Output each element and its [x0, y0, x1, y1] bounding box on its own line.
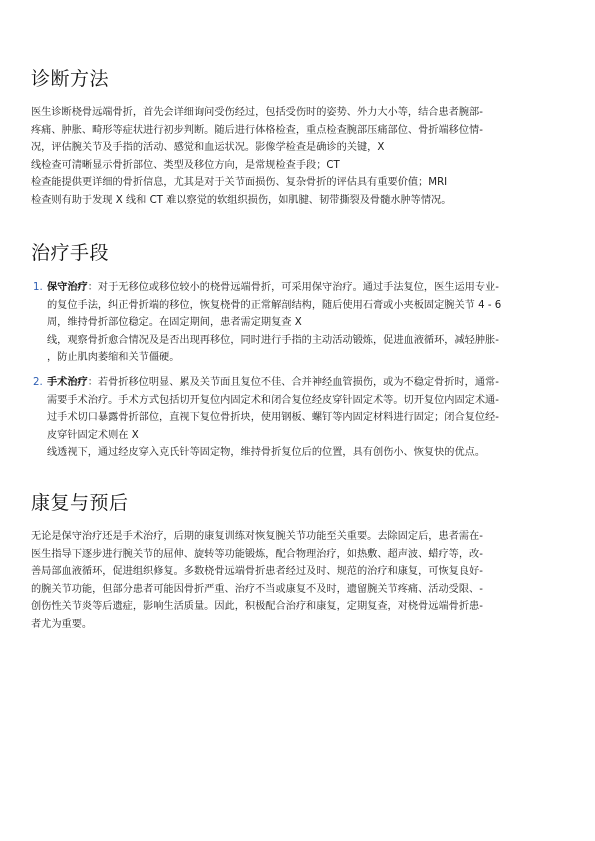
list-number: 1.	[33, 282, 43, 293]
text-line: 善局部血液循环，促进组织修复。多数桡骨远端骨折患者经过及时、规范的治疗和康复，可恢复良好-	[31, 566, 483, 577]
text-line: 皮穿针固定术则在 X	[47, 429, 139, 441]
list-item-term: 手术治疗	[47, 377, 88, 388]
text-line: 医生指导下逐步进行腕关节的屈伸、旋转等功能锻炼，配合物理治疗，如热敷、超声波、蜡疗等，改-	[31, 548, 483, 560]
list-item-term: 保守治疗	[47, 282, 88, 293]
list-item-text: ：若骨折移位明显、累及关节面且复位不佳、合并神经血管损伤，或为不稳定骨折时，通常-	[87, 377, 499, 388]
text-line: 无论是保守治疗还是手术治疗，后期的康复训练对恢复腕关节功能至关重要。去除固定后，患者需在-	[31, 531, 483, 542]
text-line: 况，评估腕关节及手指的活动、感觉和血运状况。影像学检查是确诊的关键，X	[31, 142, 385, 153]
text-line: 检查则有助于发现 X 线和 CT 难以察觉的软组织损伤，如肌腱、韧带撕裂及骨髓水肿等情况。	[31, 194, 452, 206]
list-item-body	[47, 279, 571, 367]
text-line: 者尤为重要。	[31, 618, 93, 630]
list-number: 2.	[33, 377, 43, 388]
diagnosis-paragraph	[31, 104, 566, 209]
text-line: 的复位手法，纠正骨折端的移位，恢复桡骨的正常解剖结构，随后使用石膏或小夹板固定腕关节 4 - 6	[47, 299, 502, 311]
text-line: ，防止肌肉萎缩和关节僵硬。	[47, 352, 180, 363]
list-item-body	[47, 374, 571, 462]
text-line	[47, 374, 571, 392]
section-heading-diagnosis: 诊断方法	[31, 68, 110, 90]
list-item-text: ：对于无移位或移位较小的桡骨远端骨折，可采用保守治疗。通过手法复位，医生运用专业-	[87, 282, 499, 293]
text-line: 线，观察骨折愈合情况及是否出现再移位，同时进行手指的主动活动锻炼，促进血液循环，减轻肿胀-	[47, 334, 499, 346]
text-line: 过手术切口暴露骨折部位，直视下复位骨折块，使用钢板、螺钉等内固定材料进行固定；闭合复位经-	[47, 412, 499, 423]
section-heading-rehabilitation: 康复与预后	[31, 492, 129, 514]
rehabilitation-paragraph	[31, 528, 566, 633]
text-line: 周，维持骨折部位稳定。在固定期间，患者需定期复查 X	[47, 317, 302, 328]
text-line: 创伤性关节炎等后遗症，影响生活质量。因此，积极配合治疗和康复，定期复查，对桡骨远端骨折患-	[31, 601, 483, 612]
text-line: 医生诊断桡骨远端骨折，首先会详细询问受伤经过，包括受伤时的姿势、外力大小等，结合患者腕部-	[31, 107, 483, 118]
text-line: 疼痛、肿胀、畸形等症状进行初步判断。随后进行体格检查，重点检查腕部压痛部位、骨折端移位情-	[31, 124, 483, 136]
text-line: 线检查可清晰显示骨折部位、类型及移位方向，是常规检查手段；CT	[31, 159, 340, 171]
text-line	[47, 279, 571, 297]
section-heading-treatment: 治疗手段	[31, 242, 110, 264]
text-line: 需要手术治疗。手术方式包括切开复位内固定术和闭合复位经皮穿针固定术等。切开复位内固定术通-	[47, 394, 499, 406]
text-line: 线透视下，通过经皮穿入克氏针等固定物，维持骨折复位后的位置，具有创伤小、恢复快的优点。	[47, 447, 486, 458]
text-line: 的腕关节功能，但部分患者可能因骨折严重、治疗不当或康复不及时，遗留腕关节疼痛、活动受限、-	[31, 583, 483, 595]
text-line: 检查能提供更详细的骨折信息，尤其是对于关节面损伤、复杂骨折的评估具有重要价值；MRI	[31, 177, 448, 188]
